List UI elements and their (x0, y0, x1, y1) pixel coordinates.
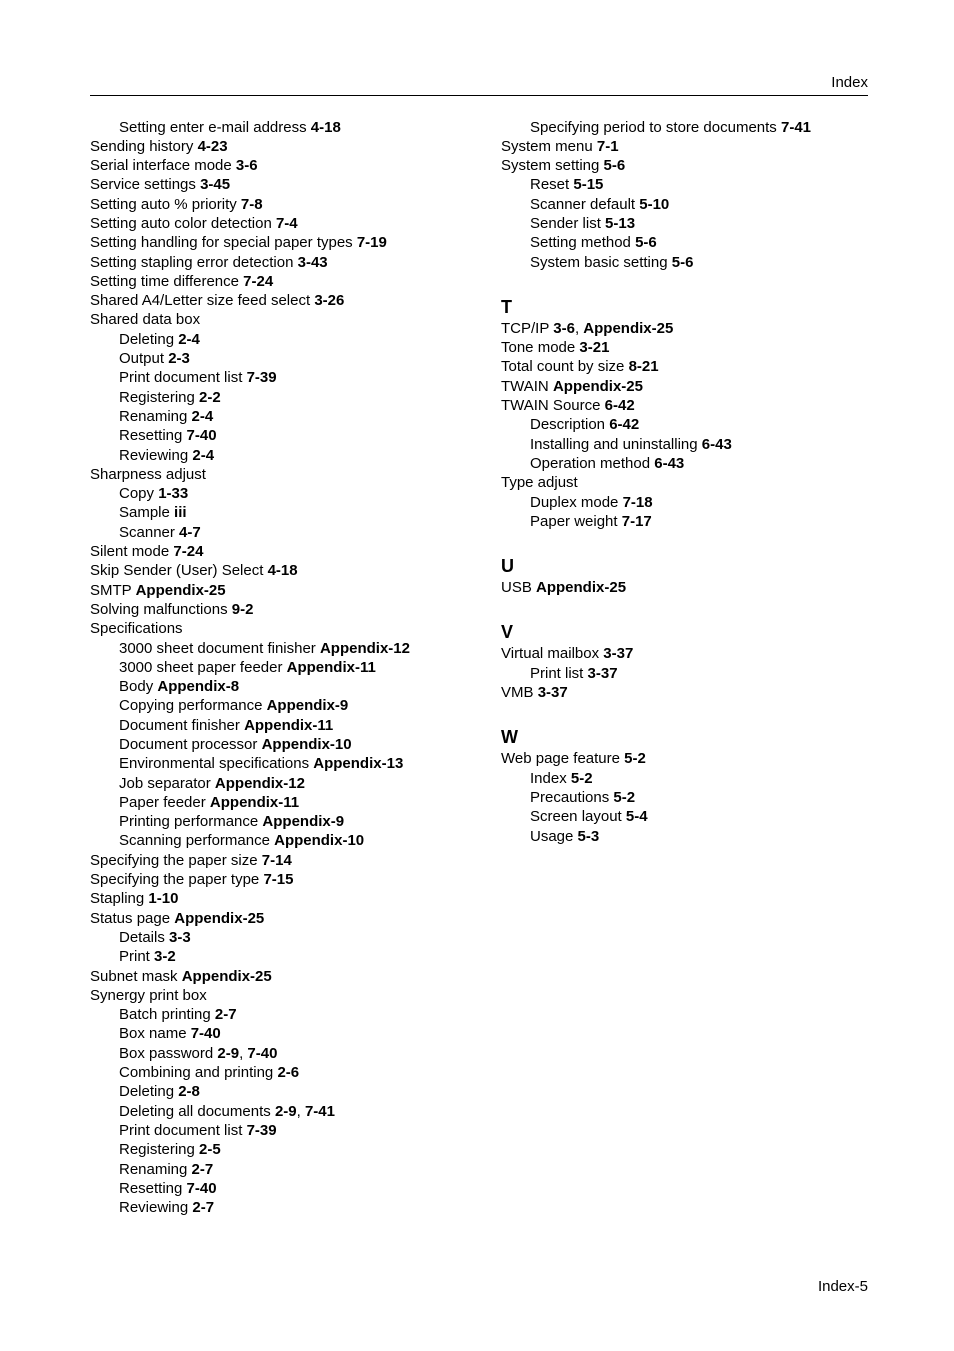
index-term: Resetting (119, 1179, 183, 1197)
index-term: Scanner default (530, 195, 636, 213)
page-reference: 3-26 (314, 292, 345, 310)
index-subentry: Deleting all documents 2-9, 7-41 (119, 1102, 335, 1120)
page-reference: 7-1 (596, 137, 619, 155)
page-reference: 7-40 (190, 1025, 221, 1043)
index-subentry (501, 454, 881, 473)
index-term: Specifying period to store documents (530, 118, 777, 136)
index-term: Stapling (90, 890, 145, 908)
index-term: Shared data box (90, 311, 201, 329)
index-term: Job separator (119, 774, 211, 792)
index-column-left (90, 118, 490, 1218)
page-reference: 3-37 (603, 645, 634, 663)
index-term: Details (119, 928, 165, 946)
index-term: Document processor (119, 736, 258, 753)
index-subentry (90, 118, 490, 137)
index-term: Precautions (530, 788, 610, 806)
index-subentry: Box password 2-9, 7-40 (119, 1044, 278, 1062)
page-reference: 5-3 (577, 827, 600, 845)
index-subentry (501, 512, 881, 531)
page-reference: 2-4 (192, 446, 215, 464)
page-reference: Appendix-13 (313, 755, 404, 773)
index-subentry (90, 658, 490, 677)
index-term: Screen layout (530, 808, 622, 826)
index-term: Printing performance (119, 813, 259, 831)
index-term: SMTP (90, 581, 132, 599)
page-reference: 3-37 (537, 684, 568, 702)
index-term: Silent mode (90, 543, 170, 561)
index-term: Reset (530, 176, 570, 194)
index-term: Setting time difference (90, 272, 239, 290)
index-entry (90, 967, 490, 986)
index-term: Shared A4/Letter size feed select (90, 292, 311, 310)
index-term: Scanner (119, 523, 175, 541)
page-reference: 4-7 (179, 523, 201, 541)
index-subentry (90, 1198, 490, 1217)
index-subentry (501, 253, 881, 272)
index-term: Sending history (90, 137, 194, 155)
index-entry (90, 156, 490, 175)
index-term: Deleting all documents (119, 1102, 271, 1120)
index-entry (90, 986, 490, 1005)
index-term: Setting auto color detection (90, 214, 272, 232)
page-reference: 2-7 (214, 1006, 237, 1024)
index-entry (501, 749, 881, 768)
page-reference: Appendix-9 (266, 697, 349, 715)
page-reference: 3-37 (587, 664, 618, 682)
index-entry (90, 581, 490, 600)
index-term: Service settings (90, 176, 196, 194)
index-term: Duplex mode (530, 493, 619, 511)
index-term: Sharpness adjust (90, 465, 206, 483)
index-term: Deleting (119, 330, 175, 348)
index-term: Box password (119, 1044, 214, 1062)
index-section-letter: U (501, 556, 514, 577)
index-term: Registering (119, 388, 195, 406)
index-subentry (501, 415, 881, 434)
index-subentry (90, 696, 490, 715)
index-entry (90, 137, 490, 156)
index-term: Print (119, 948, 150, 966)
index-term: TWAIN Source (501, 397, 601, 415)
index-subentry (90, 812, 490, 831)
page-reference: 5-6 (603, 157, 626, 175)
page-reference: 3-6 (553, 319, 575, 337)
index-term: USB (501, 579, 532, 597)
page-reference: Appendix-9 (262, 813, 345, 831)
page-reference: Appendix-11 (244, 716, 334, 734)
index-subentry (90, 1179, 490, 1198)
page-reference: 5-10 (639, 195, 670, 213)
page-reference: 3-3 (169, 928, 191, 946)
index-term: Solving malfunctions (90, 600, 228, 618)
index-subentry (90, 446, 490, 465)
index-term: Copying performance (119, 697, 263, 715)
page-reference: Appendix-25 (135, 581, 226, 599)
index-entry (90, 233, 490, 252)
index-subentry (90, 1024, 490, 1043)
index-entry (90, 851, 490, 870)
index-subentry (90, 716, 490, 735)
index-entry (90, 465, 490, 484)
page-reference: 2-6 (277, 1064, 300, 1082)
index-entry (501, 377, 881, 396)
index-term: Installing and uninstalling (530, 435, 698, 453)
index-subentry (90, 407, 490, 426)
index-term: Subnet mask (90, 967, 178, 985)
page-reference: Appendix-25 (583, 319, 674, 337)
index-entry (90, 561, 490, 580)
index-term: Operation method (530, 454, 651, 472)
index-subentry (90, 368, 490, 387)
index-term: Total count by size (501, 358, 625, 376)
index-entry: TCP/IP 3-6, Appendix-25 (501, 319, 674, 337)
index-term: Box name (119, 1025, 187, 1043)
index-term: Batch printing (119, 1006, 211, 1024)
page-reference: 2-7 (191, 1160, 214, 1178)
header-rule (90, 95, 868, 96)
index-term: Setting auto % priority (90, 195, 237, 213)
index-term: Setting method (530, 234, 631, 252)
index-subentry (501, 175, 881, 194)
page-reference: 4-18 (310, 118, 341, 136)
index-term: Type adjust (501, 474, 578, 492)
page-reference: 6-42 (604, 397, 635, 415)
index-term: Reviewing (119, 1199, 189, 1217)
index-subentry (90, 774, 490, 793)
index-entry (90, 291, 490, 310)
index-term: TWAIN (501, 377, 549, 395)
index-subentry (501, 118, 881, 137)
page-reference: 2-4 (191, 407, 214, 425)
index-term: Paper feeder (119, 793, 206, 811)
page-reference: 7-19 (356, 234, 387, 252)
index-subentry (90, 484, 490, 503)
index-term: Combining and printing (119, 1064, 274, 1082)
page-reference: 2-7 (192, 1199, 215, 1217)
page-reference: 3-6 (235, 157, 258, 175)
index-subentry (501, 233, 881, 252)
page-reference: 2-9 (274, 1102, 297, 1120)
index-subentry (501, 807, 881, 826)
index-entry (90, 619, 490, 638)
page-reference: Appendix-10 (274, 832, 365, 850)
index-entry (90, 214, 490, 233)
index-subentry (501, 788, 881, 807)
index-entry (501, 473, 881, 492)
index-entry (90, 870, 490, 889)
index-entry (501, 137, 881, 156)
page-reference: 7-4 (275, 214, 298, 232)
page-reference: 5-2 (624, 750, 646, 768)
index-term: Scanning performance (119, 832, 270, 850)
index-subentry (501, 493, 881, 512)
index-entry (501, 338, 881, 357)
index-entry (501, 156, 881, 175)
index-term: Print document list (119, 369, 243, 387)
index-subentry (90, 1063, 490, 1082)
index-entry (90, 175, 490, 194)
index-term: Web page feature (501, 750, 620, 768)
index-subentry (501, 214, 881, 233)
page-reference: 6-43 (701, 435, 732, 453)
index-term: Sender list (530, 214, 601, 232)
page-reference: 2-9 (217, 1044, 240, 1062)
index-section-letter: V (501, 622, 514, 643)
index-term: Sample (119, 504, 170, 522)
index-term: Skip Sender (User) Select (90, 562, 264, 580)
index-subentry (501, 769, 881, 788)
index-subentry (501, 435, 881, 454)
page-reference: 5-13 (605, 214, 636, 232)
page-reference: 3-21 (579, 339, 610, 357)
page-reference: 7-40 (186, 427, 217, 445)
index-term: Specifications (90, 620, 183, 638)
index-entry (90, 272, 490, 291)
index-entry (90, 909, 490, 928)
index-subentry (90, 735, 490, 754)
page-reference: 2-5 (199, 1141, 221, 1159)
page-reference: 4-18 (267, 562, 298, 580)
page-reference: 3-43 (297, 253, 328, 271)
index-term: Renaming (119, 407, 188, 425)
index-term: Renaming (119, 1160, 188, 1178)
page-reference: 7-40 (247, 1044, 278, 1062)
index-term: Resetting (119, 427, 183, 445)
index-subentry (90, 947, 490, 966)
index-term: Status page (90, 909, 171, 927)
index-subentry (501, 195, 881, 214)
page-reference: 3-2 (154, 948, 176, 966)
page-reference: iii (174, 504, 187, 522)
index-term: Serial interface mode (90, 157, 232, 175)
index-subentry (90, 831, 490, 850)
page-reference: Appendix-10 (261, 736, 352, 753)
page-reference: 5-2 (613, 788, 636, 806)
page-reference: 3-45 (200, 176, 231, 194)
page-reference: 7-41 (780, 118, 812, 136)
index-subentry (90, 1082, 490, 1101)
page-reference: 7-15 (263, 871, 294, 889)
page-reference: 1-10 (148, 890, 179, 908)
index-term: Usage (530, 827, 574, 845)
index-subentry (90, 503, 490, 522)
index-term: System setting (501, 157, 600, 175)
page-reference: 4-23 (197, 137, 228, 155)
page-reference: Appendix-25 (174, 909, 265, 927)
page-reference: 2-2 (199, 388, 221, 406)
index-subentry (90, 793, 490, 812)
index-subentry (90, 523, 490, 542)
index-term: Print document list (119, 1121, 243, 1139)
index-entry (90, 600, 490, 619)
index-subentry (501, 827, 881, 846)
page-reference: 6-43 (654, 454, 685, 472)
page-reference: 7-40 (186, 1179, 217, 1197)
page-reference: 2-3 (168, 350, 190, 368)
page-reference: Appendix-25 (536, 579, 627, 597)
index-term: Specifying the paper type (90, 871, 260, 889)
index-subentry (90, 677, 490, 696)
page-number: Index-5 (817, 1278, 868, 1295)
page-reference: Appendix-11 (209, 793, 300, 811)
index-term: Synergy print box (90, 986, 207, 1004)
page-reference: 5-15 (573, 176, 604, 194)
page-reference: 7-39 (246, 1121, 277, 1139)
index-term: Print list (530, 664, 584, 682)
index-term: Registering (119, 1141, 195, 1159)
index-entry (501, 578, 881, 597)
index-entry (501, 396, 881, 415)
index-term: Paper weight (530, 512, 618, 530)
index-term: Reviewing (119, 446, 189, 464)
index-term: Description (530, 416, 606, 434)
index-term: Setting stapling error detection (90, 253, 294, 271)
page-reference: 6-42 (609, 416, 640, 434)
index-entry (90, 310, 490, 329)
index-term: Deleting (119, 1083, 175, 1101)
index-subentry (90, 928, 490, 947)
page-reference: 7-24 (173, 543, 204, 561)
index-entry (90, 195, 490, 214)
page-reference: 5-6 (635, 234, 657, 252)
index-term: Setting enter e-mail address (119, 118, 307, 136)
running-header-title: Index (831, 74, 868, 91)
index-term: 3000 sheet document finisher (119, 639, 316, 657)
page-reference: 7-18 (622, 493, 653, 511)
index-entry (90, 253, 490, 272)
index-subentry (501, 664, 881, 683)
index-term: Tone mode (501, 339, 576, 357)
index-subentry (90, 1121, 490, 1140)
index-subentry (90, 1140, 490, 1159)
page-reference: 1-33 (158, 485, 189, 503)
index-term: Index (530, 769, 567, 787)
page-reference: 7-41 (304, 1102, 335, 1120)
index-entry (90, 542, 490, 561)
page-reference: 2-8 (178, 1083, 200, 1101)
page-reference: Appendix-25 (552, 377, 643, 395)
index-section-letter: T (501, 296, 512, 317)
index-entry (501, 683, 881, 702)
index-entry (501, 644, 881, 663)
page-reference: 5-4 (625, 808, 648, 826)
index-term: Document finisher (119, 716, 240, 734)
page-reference: 7-14 (261, 851, 292, 869)
index-entry (90, 889, 490, 908)
index-subentry (90, 754, 490, 773)
index-column-right (501, 118, 881, 846)
page-reference: 7-8 (240, 195, 263, 213)
page-reference: Appendix-12 (319, 639, 410, 657)
index-subentry (90, 426, 490, 445)
index-term: 3000 sheet paper feeder (119, 658, 283, 676)
page-reference: 8-21 (628, 358, 659, 376)
page-reference: 2-4 (178, 330, 200, 348)
index-term: Virtual mailbox (501, 645, 600, 663)
index-subentry (90, 388, 490, 407)
page-reference: 5-2 (570, 769, 593, 787)
index-subentry (90, 330, 490, 349)
index-subentry (90, 349, 490, 368)
index-term: Specifying the paper size (90, 851, 258, 869)
index-subentry (90, 1160, 490, 1179)
page-reference: 9-2 (231, 600, 254, 618)
page-reference: 5-6 (671, 253, 694, 271)
index-section-letter: W (501, 727, 518, 748)
page-reference: Appendix-8 (157, 678, 240, 696)
index-entry (501, 357, 881, 376)
index-term: System basic setting (530, 253, 668, 271)
index-subentry (90, 639, 490, 658)
index-term: System menu (501, 137, 593, 155)
index-subentry (90, 1005, 490, 1024)
page-reference: 7-17 (621, 512, 652, 530)
index-term: Output (119, 350, 165, 368)
index-term: Body (119, 678, 154, 696)
page-reference: Appendix-11 (286, 658, 376, 676)
index-term: VMB (501, 684, 534, 702)
index-term: Environmental specifications (119, 755, 310, 773)
page-reference: 7-24 (243, 272, 274, 290)
index-term: Copy (119, 485, 155, 503)
index-term: Setting handling for special paper types (90, 234, 353, 252)
index-term: TCP/IP (501, 319, 550, 337)
page-reference: 7-39 (246, 369, 277, 387)
page-reference: Appendix-12 (214, 774, 305, 792)
page-reference: Appendix-25 (181, 967, 272, 985)
